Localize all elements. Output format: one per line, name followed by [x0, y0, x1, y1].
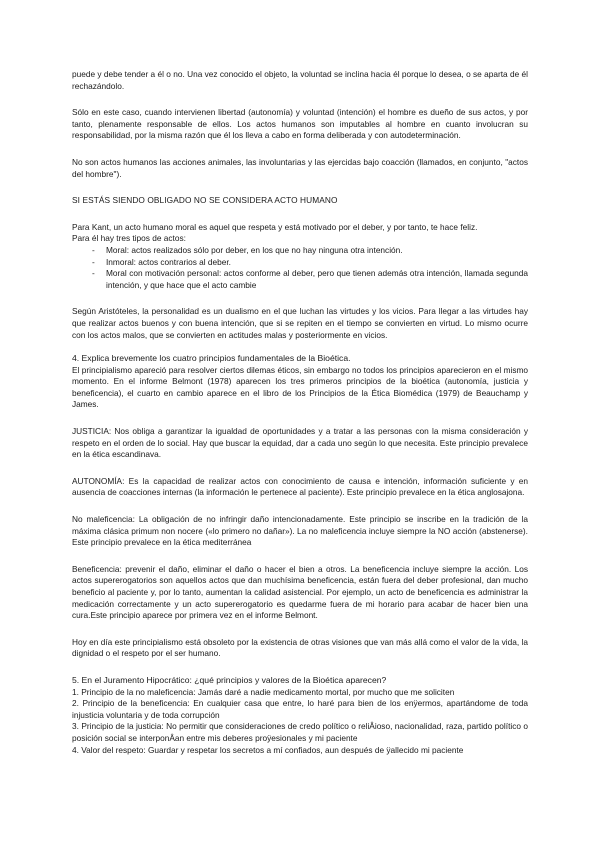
paragraph-libertad: Sólo en este caso, cuando intervienen libertad (autonomía) y voluntad (intención) el hombre es dueño de sus actos, y por tanto, plenamente responsable de ellos. Los actos humanos son imputables al hombre en cuanto involucran su responsabilidad, por la misma razón que él los lleva a cabo en forma deliberada y con autodeterminación. — [72, 107, 528, 141]
paragraph-kant-types: Para él hay tres tipos de actos: — [72, 233, 186, 244]
paragraph-kant-intro: Para Kant, un acto humano moral es aquel que respeta y está motivado por el deber, y por tanto, te hace feliz. — [72, 221, 478, 232]
paragraph-no-actos-humanos: No son actos humanos las acciones animales, las involuntarias y las ejercidas bajo coacción (llamados, en conjunto, "actos del hombre"). — [72, 156, 528, 179]
list-item: - Moral con motivación personal: actos conforme al deber, pero que tienen además otra intención, llamada segunda intención, y que hace que el acto cambie — [92, 268, 528, 291]
paragraph-hoy: Hoy en día este principialismo está obsoleto por la existencia de otras visiones que van más allá como el valor de la vida, la dignidad o el respeto por el ser humano. — [72, 636, 528, 659]
paragraph-autonomia: AUTONOMÍA: Es la capacidad de realizar actos con conocimiento de causa e intención, información suficiente y en ausencia de coacciones internas (la información le pertenece al paciente). Este principio prevalece en la ética anglosajona. — [72, 475, 528, 498]
question-5-title: 5. En el Juramento Hipocrático: ¿qué principios y valores de la Bioética aparecen? — [72, 674, 387, 685]
kant-list — [72, 245, 528, 291]
paragraph-aristoteles: Según Aristóteles, la personalidad es un dualismo en el que luchan las virtudes y los vicios. Para llegar a las virtudes hay que realizar actos buenos y con buena intención, que si se repiten en el tiempo se convierten en virtud. Lo mismo ocurre con los actos malos, que se convierten en actitudes malas y posteriormente en vicios. — [72, 306, 528, 340]
paragraph-no-maleficencia: No maleficencia: La obligación de no infringir daño intencionadamente. Este principio se inscribe en la tradición de la máxima clásica primum non nocere («lo primero no dañar»). La no maleficencia incluye siempre la NO acción (abstenerse). Este principio prevalece en la ética mediterránea — [72, 514, 528, 548]
paragraph-obligado: SI ESTÁS SIENDO OBLIGADO NO SE CONSIDERA ACTO HUMANO — [72, 195, 338, 206]
question-5-item: 1. Principio de la no maleficencia: Jamás daré a nadie medicamento mortal, por mucho que me soliciten — [72, 686, 455, 697]
list-item: - Inmoral: actos contrarios al deber. — [92, 257, 528, 269]
question-5-item: 4. Valor del respeto: Guardar y respetar los secretos a mí confiados, aun después de ÿallecido mi paciente — [72, 744, 464, 755]
question-5-item: 2. Principio de la beneficencia: En cualquier casa que entre, lo haré para bien de los enÿermos, apartándome de toda injusticia voluntaria y de toda corrupción — [72, 698, 528, 720]
question-5-item: 3. Principio de la justicia: No permitir que consideraciones de credo político o reliÂioso, nacionalidad, raza, partido político o posición social se interponÂan entre mis deberes proÿesionales y mi paciente — [72, 721, 528, 743]
question-4-title: 4. Explica brevemente los cuatro principios fundamentales de la Bioética. — [72, 353, 351, 364]
paragraph-justicia: JUSTICIA: Nos obliga a garantizar la igualdad de oportunidades y a tratar a las personas con la misma consideración y respeto en el orden de lo social. Hay que buscar la equidad, dar a cada uno según lo que necesita. Este principio prevalece en la ética escandinava. — [72, 426, 528, 460]
list-item: - Moral: actos realizados sólo por deber, en los que no hay ninguna otra intención. — [92, 245, 528, 257]
paragraph-voluntad: puede y debe tender a él o no. Una vez conocido el objeto, la voluntad se inclina hacia él porque lo desea, o se aparta de él rechazándolo. — [72, 69, 528, 91]
question-4-body: El principialismo apareció para resolver ciertos dilemas éticos, sin embargo no todos los principios aparecieron en el mismo momento. En el informe Belmont (1978) aparecen los tres primeros principios de la bioética (autonomía, justicia y beneficencia), el cuarto en cambio aparece en el libro de los Principios de la Ética Biomédica (1979) de Beauchamp y James. — [72, 364, 528, 410]
document-page — [72, 69, 528, 756]
paragraph-beneficencia: Beneficencia: prevenir el daño, eliminar el daño o hacer el bien a otros. La beneficencia incluye siempre la acción. Los actos supererogatorios son aquellos actos que dan muchísima beneficencia, están fuera del deber profesional, dan mucho beneficio al paciente y, por lo tanto, aumentan la calidad asistencial. Por ejemplo, un acto de beneficencia es administrar la medicación correctamente y un acto supererogatorio es quedarme fuera de mi horario para acabar de hacer bien una cura.Este principio aparece por primera vez en el informe Belmont. — [72, 563, 528, 621]
